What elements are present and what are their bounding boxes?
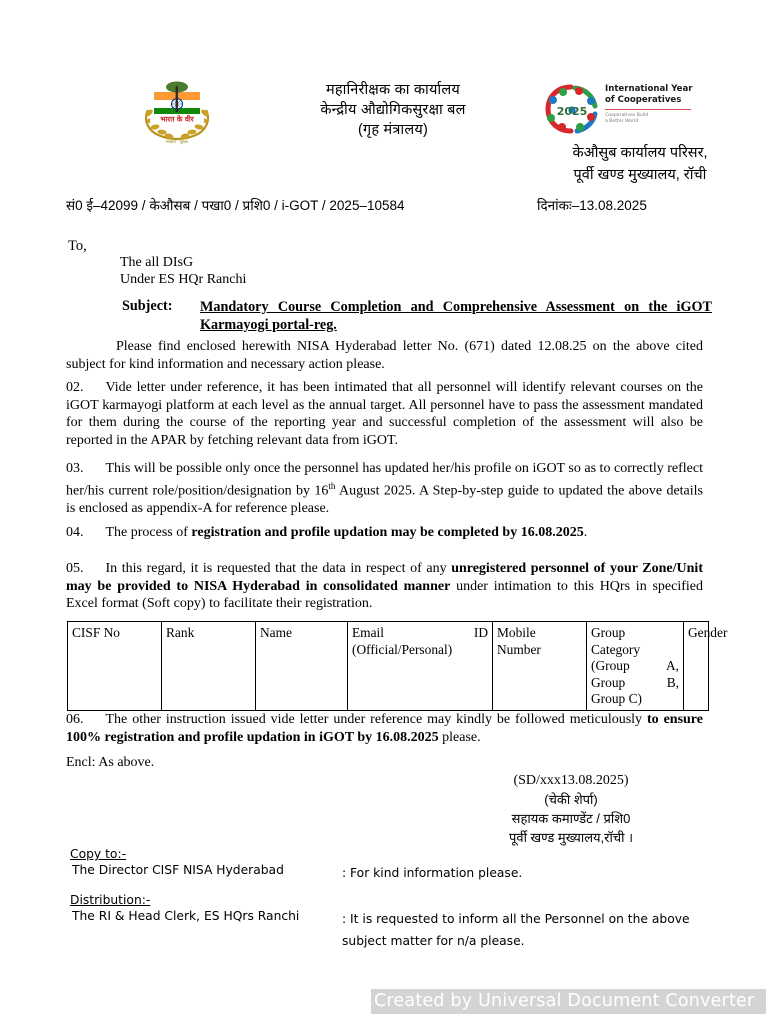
table-header-group-line-4a: Group (591, 674, 626, 690)
paragraph-intro: Please find enclosed herewith NISA Hyderabad letter No. (671) dated 12.08.25 on the above cited subject for kind information and necessary action please. (66, 339, 703, 372)
paragraph-05-number: 05. (66, 561, 84, 576)
logo-tagline-line-1: Cooperatives Build (605, 113, 649, 118)
table-header-group-line-2: Category (591, 641, 641, 657)
paragraph-03-text-part-1: This will be possible only once the personnel has updated her/his profile on iGOT so as to correctly reflect her/his current role/position/designation by 16 (66, 461, 703, 499)
subject-label: Subject: (122, 298, 173, 314)
table-header-group-line-5: Group C) (591, 691, 642, 706)
logo-year-text: 2025 (556, 105, 588, 118)
paragraph-04-text-part-1: The process of (105, 525, 192, 540)
office-address-line-1: केऔसुब कार्यालय परिसर, (572, 145, 708, 161)
paragraph-04-emphasis: registration and profile updation may be completed by 16.08.2025 (191, 525, 584, 540)
table-header-group-line-1: Group (591, 625, 626, 640)
distribution-section (70, 846, 730, 948)
logo-title (605, 84, 693, 105)
paragraph-05-text-part-1: In this regard, it is requested that the data in respect of any (105, 561, 452, 576)
to-label: To, (68, 238, 87, 254)
table-header-email-line-1b: ID (473, 625, 488, 640)
subject-text: Mandatory Course Completion and Comprehensive Assessment on the iGOT Karmayogi portal-reg. (200, 299, 712, 333)
paragraph-04 (66, 524, 703, 542)
table-header-row (68, 622, 709, 711)
cooperatives-ring-icon (545, 84, 599, 134)
signature-block (430, 771, 712, 847)
paragraph-03-ordinal-suffix: th (328, 480, 336, 491)
paragraph-05 (66, 560, 703, 613)
table-header-email-line-1: Email (352, 625, 384, 640)
addressee-line-2: Under ES HQr Ranchi (120, 272, 247, 287)
reference-number: सं0 ई–42099 / केऔसब / पखा0 / प्रशि0 / i-GOT / 2025–10584 (66, 198, 405, 213)
svg-text:भारत के वीर: भारत के वीर (160, 114, 194, 124)
paragraph-04-number: 04. (66, 525, 84, 540)
table-header-rank: Rank (162, 622, 256, 711)
logo-title-line-1: International Year (605, 84, 693, 94)
paragraph-03 (66, 460, 703, 517)
paragraph-03-number: 03. (66, 461, 84, 476)
distribution-recipient: The RI & Head Clerk, ES HQrs Ranchi (72, 909, 300, 923)
copy-to-heading: Copy to:- (70, 847, 127, 861)
letterhead (0, 64, 768, 194)
paragraph-06-emphasis: to ensure 100% registration and profile updation in iGOT by 16.08.2025 (66, 712, 703, 745)
signature-sd-line: (SD/xxx13.08.2025) (513, 773, 629, 788)
org-title-line-1: महानिरीक्षक का कार्यालय (326, 82, 460, 98)
converter-watermark (371, 989, 766, 1014)
org-title-line-3: (गृह मंत्रालय) (357, 122, 429, 138)
table-header-group-line-3b: A, (665, 658, 679, 673)
copy-to-row (70, 862, 730, 878)
copy-to-recipient: The Director CISF NISA Hyderabad (72, 863, 284, 877)
paragraph-03-text-part-2: August 2025. A Step-by-step guide to updated the above details is enclosed as appendix-A for reference please. (66, 483, 703, 516)
logo-tagline-line-2: a Better World (605, 119, 639, 125)
signatory-office: पूर्वी खण्ड मुख्यालय,रॉची । (508, 830, 634, 845)
organisation-titles (268, 80, 518, 140)
paragraph-05-emphasis: unregistered personnel of your Zone/Unit may be provided to NISA Hyderabad in consolidated manner (66, 561, 703, 594)
signatory-designation: सहायक कमाण्डेंट / प्रशि0 (511, 811, 631, 826)
enclosure-note: Encl: As above. (66, 755, 155, 770)
international-year-of-cooperatives-logo (545, 82, 693, 136)
table-header-group-category (587, 622, 684, 711)
addressee-line-1: The all DIsG (120, 255, 194, 270)
table-header-email-line-2: (Official/Personal) (352, 641, 453, 657)
table-header-name: Name (256, 622, 348, 711)
paragraph-02-number: 02. (66, 380, 84, 395)
paragraph-05-text-part-2: under intimation to this HQrs in specified Excel format (Soft copy) to facilitate their registration. (66, 578, 703, 612)
watermark-text: Created by Universal Document Converter (374, 991, 755, 1011)
addressee-block (120, 254, 246, 288)
cisf-emblem-icon (136, 80, 218, 146)
table-header-email-id (348, 622, 493, 711)
letter-date: दिनांकः–13.08.2025 (537, 198, 647, 213)
table-header-mobile-line-1: Mobile (497, 625, 536, 640)
copy-to-action: : For kind information please. (342, 866, 523, 880)
table-header-mobile-number (493, 622, 587, 711)
paragraph-06-number: 06. (66, 712, 84, 727)
org-title-line-2: केन्द्रीय औद्योगिकसुरक्षा बल (320, 102, 466, 118)
paragraph-06-text-part-2: please. (438, 729, 481, 745)
office-address-line-2: पूर्वी खण्ड मुख्यालय, रॉची (573, 167, 707, 183)
table-header-group-line-3a: (Group (591, 658, 630, 673)
table-header-gender: Gender (684, 622, 709, 711)
logo-title-line-2: of Cooperatives (605, 94, 682, 105)
office-address (518, 142, 762, 186)
distribution-action: : It is requested to inform all the Personnel on the above subject matter for n/a please. (342, 912, 690, 948)
table-header-cisf-no: CISF No (68, 622, 162, 711)
personnel-data-table (67, 621, 728, 711)
svg-text:संरक्षण · सुरक्षा: संरक्षण · सुरक्षा (165, 139, 189, 144)
logo-divider (605, 109, 691, 110)
table-header-mobile-line-2: Number (497, 641, 541, 657)
paragraph-06 (66, 711, 703, 746)
paragraph-04-text-part-2: . (583, 525, 588, 540)
signatory-name: (चेकी शेर्पा) (544, 792, 598, 807)
paragraph-02 (66, 379, 703, 449)
paragraph-06-text-part-1: The other instruction issued vide letter under reference may kindly be followed meticulously (105, 712, 647, 727)
distribution-heading: Distribution:- (70, 893, 151, 907)
table-header-group-line-4b: B, (666, 674, 679, 690)
logo-tagline (605, 113, 693, 125)
paragraph-02-text: Vide letter under reference, it has been intimated that all personnel will identify relevant courses on the iGOT karmayogi platform at each level as the annual target. All personnel have to pass the assessment mandated for them during the course of the reporting year and successful completion of the assessment will also be reported in the APAR by fetching relevant data from iGOT. (66, 380, 703, 448)
